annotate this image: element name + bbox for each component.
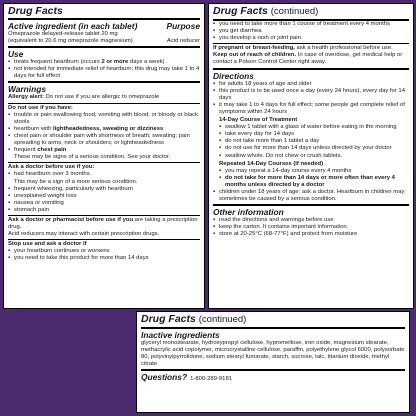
keep-out-of-reach: Keep out of reach of children. In case of overdose, get medical help or contact a Poison Control Center right away. (213, 52, 403, 66)
list-item: ▪ for adults 18 years of age and older (213, 81, 409, 88)
do-not-use-heading: Do not use if you have: (8, 104, 73, 111)
active-ingredient-line2-row (8, 38, 200, 45)
list-item: ▪ do not use for more than 14 days unless directed by your doctor (219, 145, 409, 152)
list-item: ▪ swallow whole. Do not chew or crush tablets. (219, 153, 409, 160)
list-item: ▪ unexplained weight loss (8, 193, 200, 200)
allergy-alert: Allergy alert: Do not use if you are allergic to omeprazole (8, 94, 160, 101)
list-item: ▪ read the directions and warnings before use (213, 217, 409, 224)
drug-facts-panel-bottom (136, 311, 410, 413)
active-ingredient-line1: Omeprazole delayed-release tablet 20 mg (8, 31, 118, 37)
other-info-heading: Other information (213, 207, 284, 218)
list-item: ▪ you need to take more than 1 course of treatment every 4 months (213, 21, 409, 28)
list-item: ▪ trouble or pain swallowing food, vomiting with blood, or bloody or black stools (8, 112, 200, 126)
questions-row (141, 371, 405, 383)
list-item: ▪ this product is to be used once a day (every 24 hours), every day for 14 days (213, 88, 409, 102)
list-item: ▪ stomach pain (8, 207, 200, 214)
do-not-use-list (8, 112, 200, 155)
list-item: ▪ your heartburn continues or worsens (8, 248, 200, 255)
inactive-ingredients-text: glyceryl monostearate, hydroxypropyl cellulose, hypromellose, iron oxide, magnesium stearate, methacrylic acid copolymer, microcrystalline cellulose, paraffin, polyethylene glycol 6000, polysorbate 80, polyvinylpyrrolidone, sodium stearyl fumarate, starch, sucrose, talc, titanium dioxide, triethyl citrate (141, 340, 405, 368)
use-heading: Use (8, 49, 24, 60)
stop-use-heading: Stop use and ask a doctor if (8, 241, 87, 248)
purpose-value: Acid reducer (166, 38, 200, 45)
panel-title: Drug Facts (continued) (141, 313, 405, 329)
repeated-heading: Repeated 14-Day Courses (if needed) (219, 160, 324, 167)
list-item: ▪ heartburn with lightheadedness, sweating or dizziness (8, 126, 200, 133)
list-item: ▪ not intended for immediate relief of heartburn; this drug may take 1 to 4 days for full effect (8, 66, 200, 80)
panel-title: Drug Facts (continued) (213, 5, 409, 21)
ask-doctor-list (8, 171, 200, 214)
list-item: ▪ chest pain or shoulder pain with shortness of breath; sweating; pain spreading to arms, neck or shoulders; or lightheadedness (8, 133, 200, 147)
list-item: ▪ take every day for 14 days (219, 131, 409, 138)
purpose-heading: Purpose (166, 21, 200, 31)
list-item: ▪ store at 20-25°C (68-77°F) and protect from moisture (213, 231, 409, 238)
stop-use-list (8, 248, 200, 262)
list-item: ▪ treats frequent heartburn (occurs 2 or more days a week) (8, 59, 200, 66)
list-item: ▪ do not take more than 1 tablet a day (219, 138, 409, 145)
inactive-ingredients-heading: Inactive ingredients (141, 330, 220, 340)
warnings-heading: Warnings (8, 84, 47, 95)
active-ingredient-line2: (equivalent to 20.6 mg omeprazole magnesium) (8, 38, 133, 45)
drug-facts-panel-right (208, 3, 414, 309)
list-item: ▪ you get diarrhea (213, 28, 409, 35)
list-item: ▪ you may repeat a 14-day course every 4 months (219, 168, 409, 175)
other-info-list (213, 217, 409, 238)
directions-heading: Directions (213, 70, 254, 81)
list-item: This may be a sign of a more serious condition. (14, 178, 138, 185)
list-item: ▪ it may take 1 to 4 days for full effect; some people get complete relief of symptoms within 24 hours (213, 102, 409, 116)
questions-heading: Questions? (141, 372, 188, 383)
pregnancy-warning: If pregnant or breast-feeding, ask a health professional before use. (213, 45, 393, 52)
children-list (213, 189, 409, 203)
ask-doctor-heading: Ask a doctor before use if you: (8, 164, 95, 171)
list-item: ▪ do not take for more than 14 days or more often than every 4 months unless directed by a doctor (219, 175, 409, 189)
list-item: ▪ keep the carton. It contains important information. (213, 224, 409, 231)
list-item: ▪ frequent wheezing, particularly with heartburn (8, 186, 200, 193)
list-item: ▪ swallow 1 tablet with a glass of water before eating in the morning (219, 124, 409, 131)
list-item: ▪ frequent chest pain (8, 147, 200, 154)
repeated-list (219, 168, 409, 189)
list-item: ▪ had heartburn over 3 months. (8, 171, 200, 178)
symptom-note: These may be signs of a serious condition. See your doctor. (14, 154, 171, 161)
course-heading: 14-Day Course of Treatment (219, 117, 298, 124)
questions-phone: 1-800-289-9181 (190, 376, 233, 383)
panel-title: Drug Facts (8, 5, 200, 20)
pharmacist-line: Ask a doctor or pharmacist before use if you are taking a prescription drug. (8, 216, 198, 231)
list-item: ▪ you develop a rash or joint pain (213, 35, 409, 42)
directions-list (213, 81, 409, 116)
stop-use-continued-list (213, 21, 409, 42)
active-ingredient-heading: Active ingredient (in each tablet) (8, 21, 138, 31)
active-ingredient-header (8, 20, 200, 31)
list-item: ▪ nausea or vomiting (8, 200, 200, 207)
list-item: ▪ children under 18 years of age: ask a doctor. Heartburn in children may sometimes be caused by a serious condition. (213, 189, 409, 203)
list-item: ▪ you need to take this product for more than 14 days (8, 255, 200, 262)
course-list (219, 124, 409, 159)
drug-facts-panel-left (3, 3, 205, 309)
use-list (8, 59, 200, 80)
pharmacist-note: Acid reducers may interact with certain prescription drugs. (8, 231, 160, 238)
